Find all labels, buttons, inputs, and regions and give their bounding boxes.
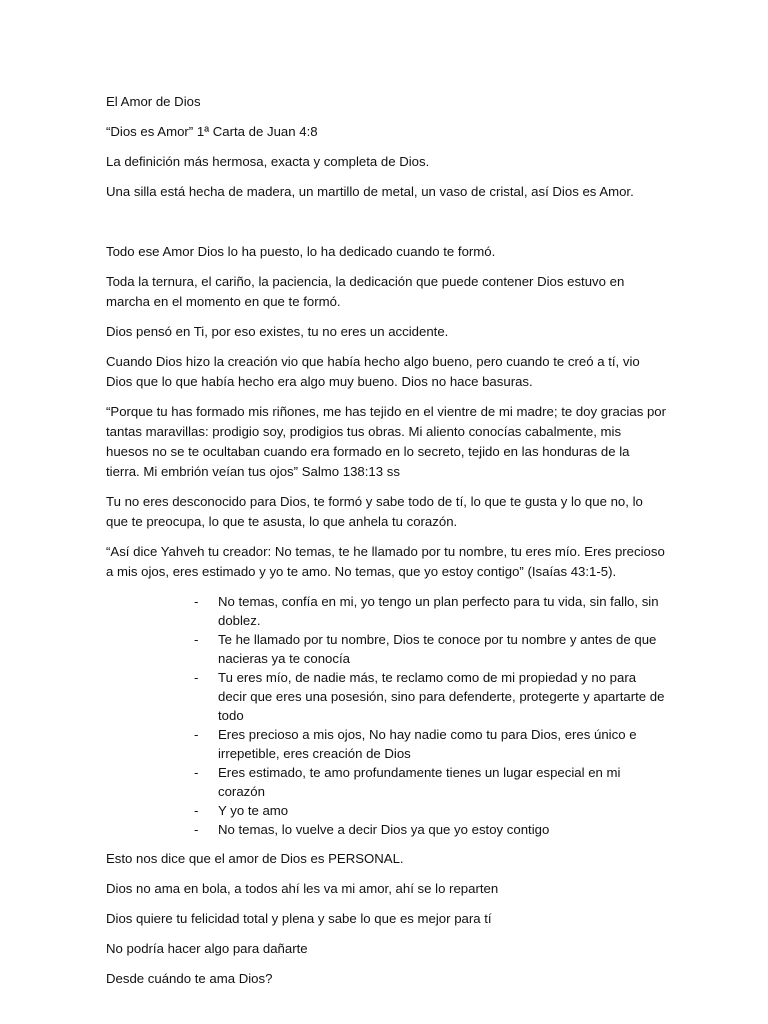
body-paragraph: Tu no eres desconocido para Dios, te formó y sabe todo de tí, lo que te gusta y lo que no, lo que te preocupa, lo que te asusta, lo que anhela tu corazón. <box>106 494 643 529</box>
body-paragraph: Cuando Dios hizo la creación vio que había hecho algo bueno, pero cuando te creó a tí, vio Dios que lo que había hecho era algo muy bueno. Dios no hace basuras. <box>106 354 640 389</box>
bullet-item <box>194 763 666 801</box>
scripture-quote-paragraph: “Así dice Yahveh tu creador: No temas, te he llamado por tu nombre, tu eres mío. Eres precioso a mis ojos, eres estimado y yo te amo. No temas, que yo estoy contigo” (Isaías 43:1-5). <box>106 544 665 579</box>
bullet-item <box>194 725 666 763</box>
bullet-item <box>194 630 666 668</box>
body-paragraph: Dios pensó en Ti, por eso existes, tu no eres un accidente. <box>106 324 449 339</box>
intro-paragraph: La definición más hermosa, exacta y completa de Dios. <box>106 154 430 169</box>
document-page <box>106 92 666 999</box>
bullet-item <box>194 801 666 820</box>
bullet-list <box>106 592 666 839</box>
document-title: El Amor de Dios <box>106 94 201 109</box>
body-paragraph: Toda la ternura, el cariño, la paciencia, la dedicación que puede contener Dios estuvo en marcha en el momento en que te formó. <box>106 274 625 309</box>
intro-paragraph: Una silla está hecha de madera, un martillo de metal, un vaso de cristal, así Dios es Amor. <box>106 184 634 199</box>
bullet-marker: - <box>194 803 199 818</box>
bullet-text: Eres precioso a mis ojos, No hay nadie como tu para Dios, eres único e irrepetible, eres creación de Dios <box>218 727 637 761</box>
bullet-marker: - <box>194 670 199 685</box>
scripture-quote-paragraph: “Porque tu has formado mis riñones, me has tejido en el vientre de mi madre; te doy gracias por tantas maravillas: prodigio soy, prodigios tus obras. Mi aliento conocías cabalmente, mis huesos no se te ocultaban cuando era formado en lo secreto, tejido en las honduras de la tierra. Mi embrión veían tus ojos” Salmo 138:13 ss <box>106 404 667 479</box>
bullet-text: Y yo te amo <box>218 803 289 818</box>
bullet-marker: - <box>194 632 199 647</box>
bullet-text: No temas, lo vuelve a decir Dios ya que yo estoy contigo <box>218 822 550 837</box>
body-paragraph: Todo ese Amor Dios lo ha puesto, lo ha dedicado cuando te formó. <box>106 244 496 259</box>
closing-paragraph: Desde cuándo te ama Dios? <box>106 971 273 986</box>
bullet-marker: - <box>194 727 199 742</box>
paragraph-spacer <box>106 212 666 242</box>
bullet-text: Te he llamado por tu nombre, Dios te conoce por tu nombre y antes de que nacieras ya te conocía <box>218 632 657 666</box>
closing-paragraph: Dios quiere tu felicidad total y plena y sabe lo que es mejor para tí <box>106 911 492 926</box>
closing-paragraph: No podría hacer algo para dañarte <box>106 941 308 956</box>
intro-paragraph: “Dios es Amor” 1ª Carta de Juan 4:8 <box>106 124 318 139</box>
bullet-marker: - <box>194 594 199 609</box>
bullet-item <box>194 668 666 725</box>
bullet-text: No temas, confía en mi, yo tengo un plan perfecto para tu vida, sin fallo, sin doblez. <box>218 594 659 628</box>
closing-paragraph: Dios no ama en bola, a todos ahí les va mi amor, ahí se lo reparten <box>106 881 499 896</box>
bullet-marker: - <box>194 822 199 837</box>
bullet-text: Tu eres mío, de nadie más, te reclamo como de mi propiedad y no para decir que eres una posesión, sino para defenderte, protegerte y apartarte de todo <box>218 670 665 723</box>
bullet-marker: - <box>194 765 199 780</box>
bullet-item <box>194 592 666 630</box>
bullet-item <box>194 820 666 839</box>
bullet-text: Eres estimado, te amo profundamente tienes un lugar especial en mi corazón <box>218 765 621 799</box>
closing-paragraph: Esto nos dice que el amor de Dios es PERSONAL. <box>106 851 404 866</box>
